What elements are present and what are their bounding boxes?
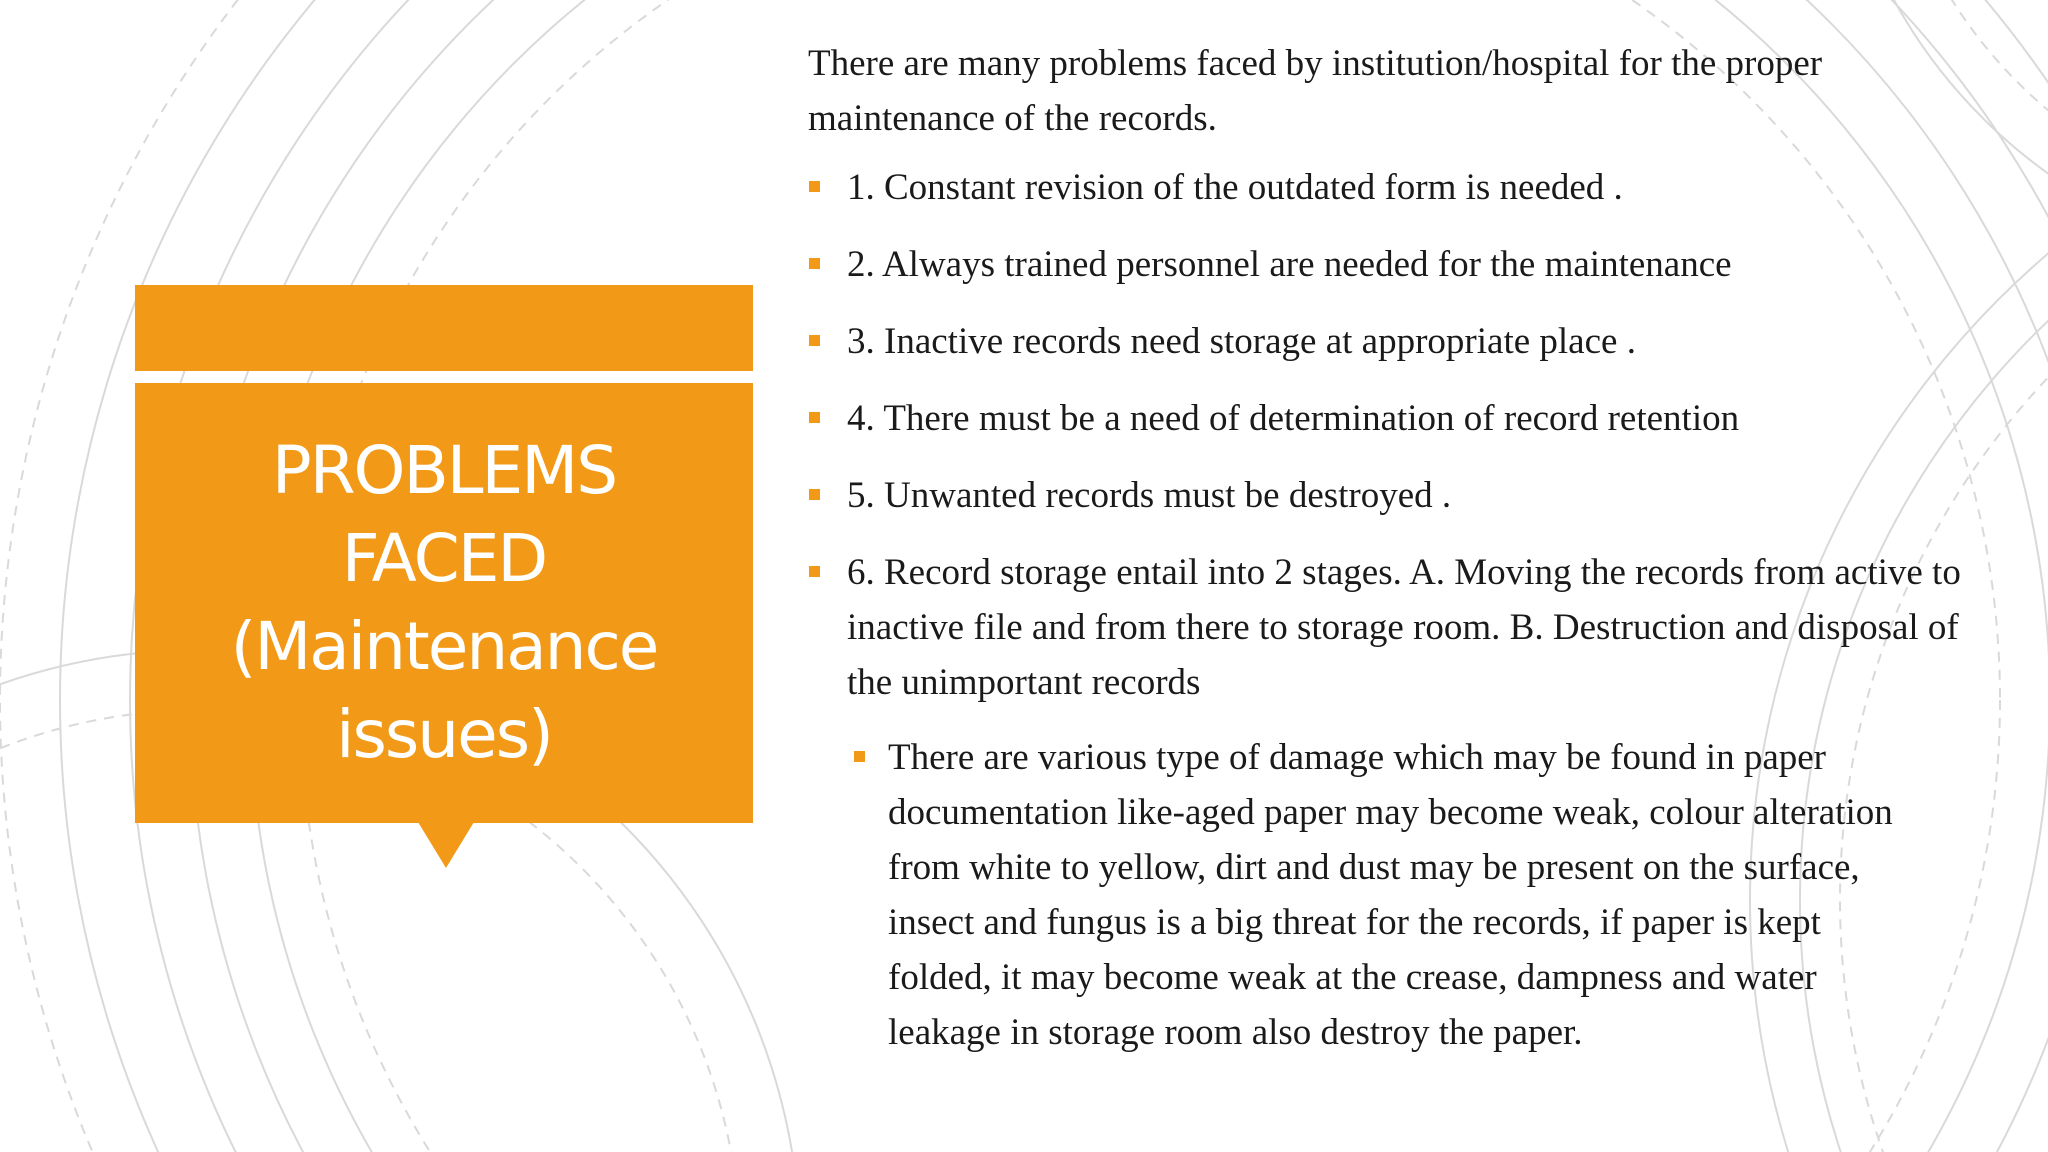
bullet-item — [808, 237, 1988, 292]
square-bullet-icon — [809, 412, 820, 423]
bullet-text: 4. There must be a need of determination of record retention — [847, 398, 1740, 439]
bullet-item — [808, 468, 1988, 523]
square-bullet-icon — [809, 335, 820, 346]
bullet-list — [808, 160, 1988, 710]
slide-title — [164, 427, 724, 779]
square-bullet-icon — [809, 258, 820, 269]
bullet-item — [808, 314, 1988, 369]
square-bullet-icon — [809, 489, 820, 500]
square-bullet-icon — [854, 751, 865, 762]
square-bullet-icon — [809, 181, 820, 192]
sub-bullet-item — [808, 730, 1898, 1060]
sub-bullet-text: There are various type of damage which may be found in paper documentation like-aged paper may become weak, colour alteration from white to yellow, dirt and dust may be present on the surface, insect and fungus is a big threat for the records, if paper is kept folded, it may become weak at the crease, dampness and water leakage in storage room also destroy the paper. — [888, 737, 1893, 1053]
title-line: FACED — [341, 520, 547, 597]
bullet-text: 3. Inactive records need storage at appropriate place . — [847, 321, 1636, 362]
title-line: PROBLEMS — [271, 432, 617, 509]
title-callout — [135, 383, 753, 823]
title-line: (Maintenance — [230, 608, 658, 685]
title-line: issues) — [336, 696, 552, 773]
intro-text: There are many problems faced by institution/hospital for the proper maintenance of the records. — [808, 43, 1823, 139]
square-bullet-icon — [809, 566, 820, 577]
bullet-text: 1. Constant revision of the outdated form is needed . — [847, 167, 1623, 208]
bullet-text: 6. Record storage entail into 2 stages. A. Moving the records from active to inactive file and from there to storage room. B. Destruction and disposal of the unimportant records — [847, 552, 1961, 703]
title-accent-bar — [135, 285, 753, 371]
bullet-item — [808, 391, 1988, 446]
bullet-text: 5. Unwanted records must be destroyed . — [847, 475, 1452, 516]
sub-bullet-list — [808, 730, 1988, 1060]
bullet-item — [808, 545, 1988, 710]
callout-pointer — [418, 822, 474, 868]
bullet-item — [808, 160, 1988, 215]
slide-body — [808, 36, 1988, 1060]
bullet-text: 2. Always trained personnel are needed for the maintenance — [847, 244, 1732, 285]
